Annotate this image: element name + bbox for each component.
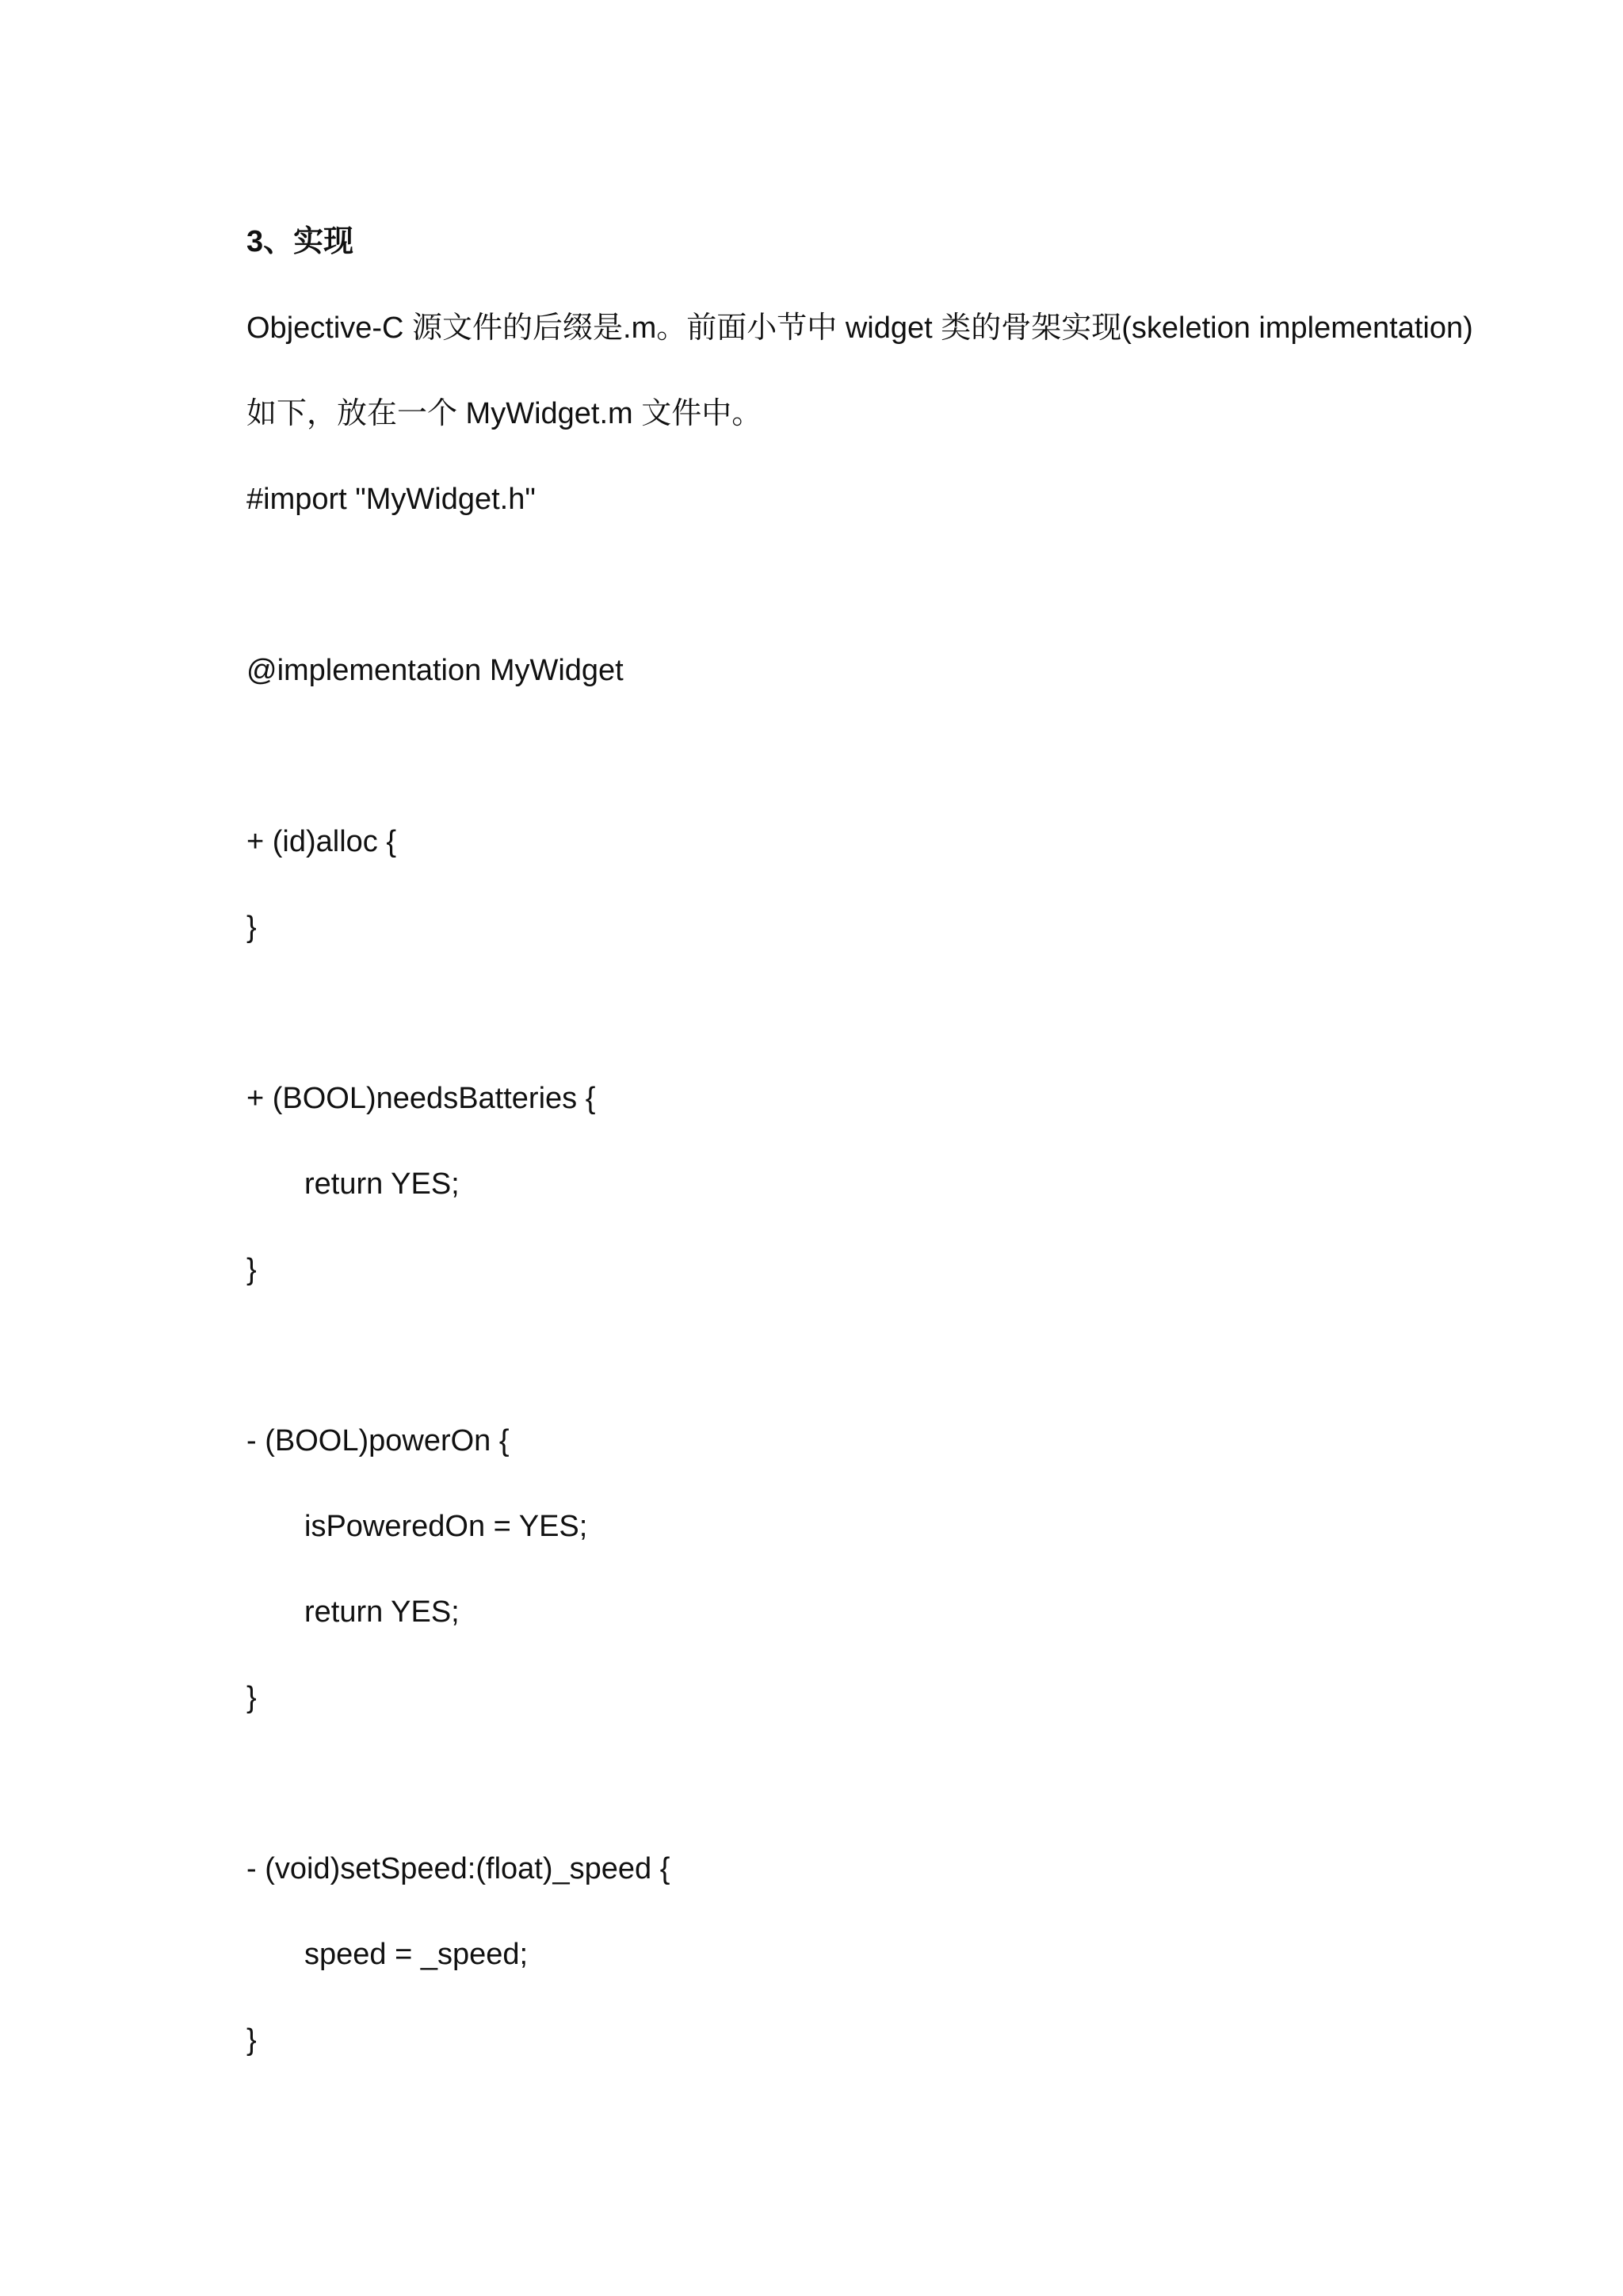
- code-line-return-yes-1: return YES;: [304, 1167, 460, 1201]
- intro-line-2: 如下，放在一个 MyWidget.m 文件中。: [246, 397, 762, 430]
- code-line-set-speed-close: }: [246, 2023, 257, 2057]
- code-line-power-on: - (BOOL)powerOn {: [246, 1424, 510, 1457]
- code-line-is-powered-on: isPoweredOn = YES;: [304, 1510, 588, 1543]
- section-heading: 3、实现: [246, 225, 354, 258]
- code-line-return-yes-2: return YES;: [304, 1595, 460, 1629]
- code-line-needs-batteries-close: }: [246, 1253, 257, 1286]
- code-line-set-speed: - (void)setSpeed:(float)_speed {: [246, 1852, 670, 1885]
- code-line-alloc: + (id)alloc {: [246, 825, 397, 858]
- code-line-needs-batteries: + (BOOL)needsBatteries {: [246, 1082, 596, 1115]
- code-line-alloc-close: }: [246, 911, 257, 944]
- code-line-import: #import "MyWidget.h": [246, 483, 536, 516]
- code-line-power-on-close: }: [246, 1681, 257, 1714]
- intro-line-1: Objective-C 源文件的后缀是.m。前面小节中 widget 类的骨架实现(skeletion implementation): [246, 311, 1473, 345]
- code-line-implementation: @implementation MyWidget: [246, 654, 624, 687]
- code-line-speed-assign: speed = _speed;: [304, 1938, 529, 1971]
